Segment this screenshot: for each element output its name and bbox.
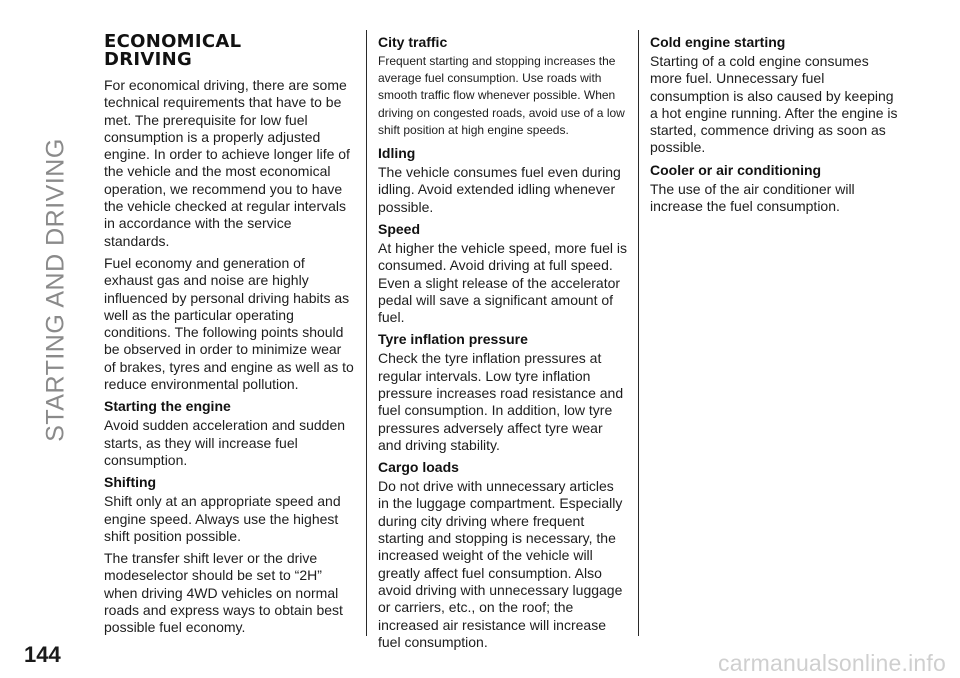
cold-engine-heading: Cold engine starting [650,34,786,50]
watermark: carmanualsonline.info [718,650,946,676]
starting-engine-heading: Starting the engine [104,398,231,415]
page-title-line1: ECONOMICAL [104,31,242,52]
shifting-text-2: The transfer shift lever or the drive modeselector should be set to “2H” when driving 4WD vehicles on normal roads and express ways to obtain best possible fuel economy. [104,550,343,636]
idling-heading: Idling [378,145,416,162]
city-traffic-heading: City traffic [378,34,448,50]
section-side-title-text: STARTING AND DRIVING [41,138,70,442]
idling-text: The vehicle consumes fuel even during idling. Avoid extended idling whenever possible. [378,164,621,215]
air-conditioning-heading: Cooler or air conditioning [650,161,822,178]
page-number: 144 [24,642,61,667]
page-title-line2: DRIVING [104,49,193,70]
speed-heading: Speed [378,220,421,237]
city-traffic-text: Frequent starting and stopping increases the average fuel consumption. Use roads with smooth traffic flow whenever possible. When driving on congested roads, avoid use of a low shift position at high engine speeds. [378,54,625,137]
column-1 [104,30,354,642]
column-divider-1 [366,30,367,636]
intro-paragraph-2: Fuel economy and generation of exhaust gas and noise are highly influenced by personal driving habits as well as the particular operating conditions. The following points should be observed in order to minimize wear of brakes, tyres and engine as well as to reduce environmental pollution. [104,254,354,393]
column-2 [378,30,628,656]
intro-paragraph-1: For economical driving, there are some technical requirements that have to be met. The prerequisite for low fuel consumption is a properly adjusted engine. In order to achieve longer life of the vehicle and the most economical operation, we recommend you to have the vehicle checked at regular intervals in accordance with the service standards. [104,77,350,249]
tyre-inflation-heading: Tyre inflation pressure [378,331,528,348]
cold-engine-text: Starting of a cold engine consumes more fuel. Unnecessary fuel consumption is also caused by keeping a hot engine running. After the engine is started, commence driving as soon as possible. [650,53,898,156]
shifting-heading: Shifting [104,474,157,491]
speed-text: At higher the vehicle speed, more fuel is consumed. Avoid driving at full speed. Even a slight release of the accelerator pedal will save a significant amount of fuel. [378,239,628,326]
column-divider-2 [638,30,639,636]
page-title [104,33,354,69]
air-conditioning-text: The use of the air conditioner will increase the fuel consumption. [650,180,855,215]
cargo-loads-heading: Cargo loads [378,459,459,476]
starting-engine-text: Avoid sudden acceleration and sudden starts, as they will increase fuel consumption. [104,417,346,468]
shifting-text-1: Shift only at an appropriate speed and engine speed. Always use the highest shift position possible. [104,493,341,544]
tyre-inflation-text: Check the tyre inflation pressures at regular intervals. Low tyre inflation pressure increases road resistance and fuel consumption. In addition, low tyre pressures adversely affect tyre wear and driving stability. [378,350,624,453]
cargo-loads-text: Do not drive with unnecessary articles in the luggage compartment. Especially during city driving where frequent starting and stopping is necessary, the increased weight of the vehicle will greatly affect fuel consumption. Also avoid driving with unnecessary luggage or carriers, etc., on the roof; the increased air resistance will increase fuel consumption. [378,478,623,650]
column-3 [650,30,900,220]
